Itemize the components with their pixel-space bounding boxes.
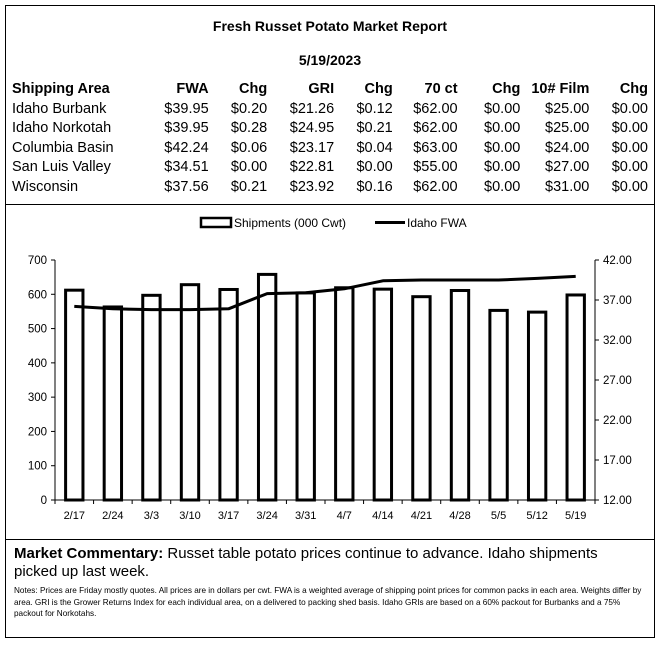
price-cell: $0.00 xyxy=(484,100,521,117)
left-tick-label: 700 xyxy=(27,255,47,267)
x-tick-label: 5/5 xyxy=(490,510,507,522)
shipping-area-cell: San Luis Valley xyxy=(12,159,111,175)
market-commentary xyxy=(14,545,644,581)
price-cell: $42.24 xyxy=(164,139,209,156)
x-tick-label: 3/10 xyxy=(179,510,201,522)
column-header: GRI xyxy=(308,81,335,97)
chart-container xyxy=(5,204,655,540)
price-table xyxy=(12,80,648,197)
shipment-bar xyxy=(528,312,545,500)
table-row xyxy=(12,178,648,198)
price-cell: $55.00 xyxy=(413,159,458,175)
price-cell: $62.00 xyxy=(413,100,458,117)
price-cell: $39.95 xyxy=(164,100,209,117)
price-cell: $62.00 xyxy=(413,178,458,195)
left-tick-label: 600 xyxy=(27,289,47,302)
shipping-area-cell: Idaho Burbank xyxy=(12,100,107,117)
column-header: FWA xyxy=(176,81,209,97)
shipment-bar xyxy=(66,290,83,500)
right-tick-label: 17.00 xyxy=(603,455,632,467)
x-tick-label: 2/17 xyxy=(63,510,85,522)
chart-legend xyxy=(201,216,467,230)
left-tick-label: 200 xyxy=(27,426,47,439)
shipment-bar xyxy=(297,293,314,500)
price-cell: $0.00 xyxy=(484,178,521,195)
commentary-label: Market Commentary: xyxy=(14,545,164,562)
price-cell: $0.28 xyxy=(230,120,268,136)
column-header: 70 ct xyxy=(424,81,458,97)
shipment-bar xyxy=(490,310,507,500)
right-tick-label: 32.00 xyxy=(603,335,632,347)
x-tick-label: 4/21 xyxy=(410,510,433,522)
price-cell: $0.00 xyxy=(611,139,648,156)
price-cell: $22.81 xyxy=(289,159,335,175)
price-cell: $34.51 xyxy=(164,159,209,175)
price-cell: $0.12 xyxy=(356,100,393,117)
shipment-bar xyxy=(181,285,198,500)
shipment-bar xyxy=(336,288,353,500)
shipping-area-cell: Idaho Norkotah xyxy=(12,120,112,136)
price-cell: $21.26 xyxy=(289,100,335,117)
table-row xyxy=(12,100,648,120)
report-notes: Notes: Prices are Friday mostly quotes. All prices are in dollars per cwt. FWA is a weighted average of shipping point prices for common packs in each area. Weights differ by area. GRI is the Grower Returns Index for each individual area, on a delivered to packing shed basis. Idaho GRIs are based on a 60% packout for Burbanks and a 75% packout for Norkotahs. xyxy=(14,586,642,618)
column-header: 10# Film xyxy=(531,81,590,97)
x-axis-labels xyxy=(55,500,595,522)
shipment-bar xyxy=(143,295,160,500)
legend-shipments-label: Shipments (000 Cwt) xyxy=(234,216,347,230)
price-cell: $23.92 xyxy=(289,178,335,195)
table-header-row xyxy=(12,80,648,100)
price-cell: $39.95 xyxy=(164,120,209,136)
price-cell: $0.00 xyxy=(230,159,268,175)
x-tick-label: 4/14 xyxy=(372,510,394,522)
shipment-bar xyxy=(413,297,430,500)
price-cell: $63.00 xyxy=(413,139,458,156)
price-cell: $0.00 xyxy=(356,159,393,175)
price-cell: $37.56 xyxy=(164,178,209,195)
column-header: Chg xyxy=(492,81,521,97)
x-tick-label: 3/31 xyxy=(295,510,317,522)
price-cell: $23.17 xyxy=(289,139,335,156)
x-tick-label: 2/24 xyxy=(102,510,124,522)
price-cell: $31.00 xyxy=(545,178,590,195)
price-cell: $0.20 xyxy=(230,100,268,117)
x-tick-label: 3/17 xyxy=(217,510,240,522)
commentary-text: Russet table potato prices continue to advance. Idaho shipments picked up last week. xyxy=(14,545,598,580)
price-cell: $25.00 xyxy=(545,100,590,117)
x-tick-label: 3/24 xyxy=(256,510,278,522)
price-cell: $0.21 xyxy=(230,178,268,195)
shipping-area-cell: Wisconsin xyxy=(12,178,79,195)
shipping-area-cell: Columbia Basin xyxy=(12,139,114,156)
left-tick-label: 400 xyxy=(27,357,47,370)
price-cell: $24.00 xyxy=(545,139,590,156)
price-cell: $0.16 xyxy=(356,178,393,195)
price-cell: $0.04 xyxy=(356,139,393,156)
column-header: Chg xyxy=(364,81,393,97)
price-cell: $0.00 xyxy=(484,120,521,136)
x-tick-label: 3/3 xyxy=(143,510,160,522)
price-cell: $0.00 xyxy=(611,178,648,195)
shipment-bar xyxy=(220,289,237,500)
shipment-bar xyxy=(374,289,391,500)
table-body xyxy=(12,100,648,198)
price-cell: $0.00 xyxy=(611,120,648,136)
price-cell: $0.00 xyxy=(611,100,648,117)
price-cell: $0.21 xyxy=(356,120,393,136)
price-cell: $24.95 xyxy=(289,120,335,136)
price-cell: $0.06 xyxy=(230,139,268,156)
report-date: 5/19/2023 xyxy=(298,52,362,68)
shipment-bar xyxy=(451,291,468,500)
column-header: Shipping Area xyxy=(12,81,110,97)
right-tick-label: 27.00 xyxy=(603,375,632,387)
left-tick-label: 0 xyxy=(40,495,47,507)
left-tick-label: 300 xyxy=(27,392,47,405)
column-header: Chg xyxy=(619,81,648,97)
table-row xyxy=(12,119,648,139)
left-tick-label: 500 xyxy=(27,323,47,336)
x-tick-label: 4/7 xyxy=(336,510,352,522)
price-cell: $0.00 xyxy=(484,159,521,175)
legend-fwa-label: Idaho FWA xyxy=(407,216,467,230)
price-cell: $0.00 xyxy=(611,159,648,175)
report-title: Fresh Russet Potato Market Report xyxy=(212,18,448,34)
shipments-price-chart xyxy=(5,205,653,539)
right-tick-label: 37.00 xyxy=(603,295,632,307)
left-tick-label: 100 xyxy=(27,460,47,473)
right-tick-label: 12.00 xyxy=(603,495,632,507)
price-cell: $62.00 xyxy=(413,120,458,136)
column-header: Chg xyxy=(239,81,268,97)
x-tick-label: 5/12 xyxy=(526,510,548,522)
x-tick-label: 4/28 xyxy=(449,510,471,522)
table-row xyxy=(12,139,648,159)
table-row xyxy=(12,158,648,178)
shipment-bar xyxy=(567,295,584,500)
legend-shipments-swatch xyxy=(201,218,231,227)
right-tick-label: 42.00 xyxy=(603,255,632,267)
shipment-bar xyxy=(258,274,275,500)
right-tick-label: 22.00 xyxy=(603,415,632,427)
x-tick-label: 5/19 xyxy=(565,510,587,522)
shipment-bar xyxy=(104,307,121,500)
price-cell: $0.00 xyxy=(484,139,521,156)
price-cell: $25.00 xyxy=(545,120,590,136)
price-cell: $27.00 xyxy=(545,159,590,175)
